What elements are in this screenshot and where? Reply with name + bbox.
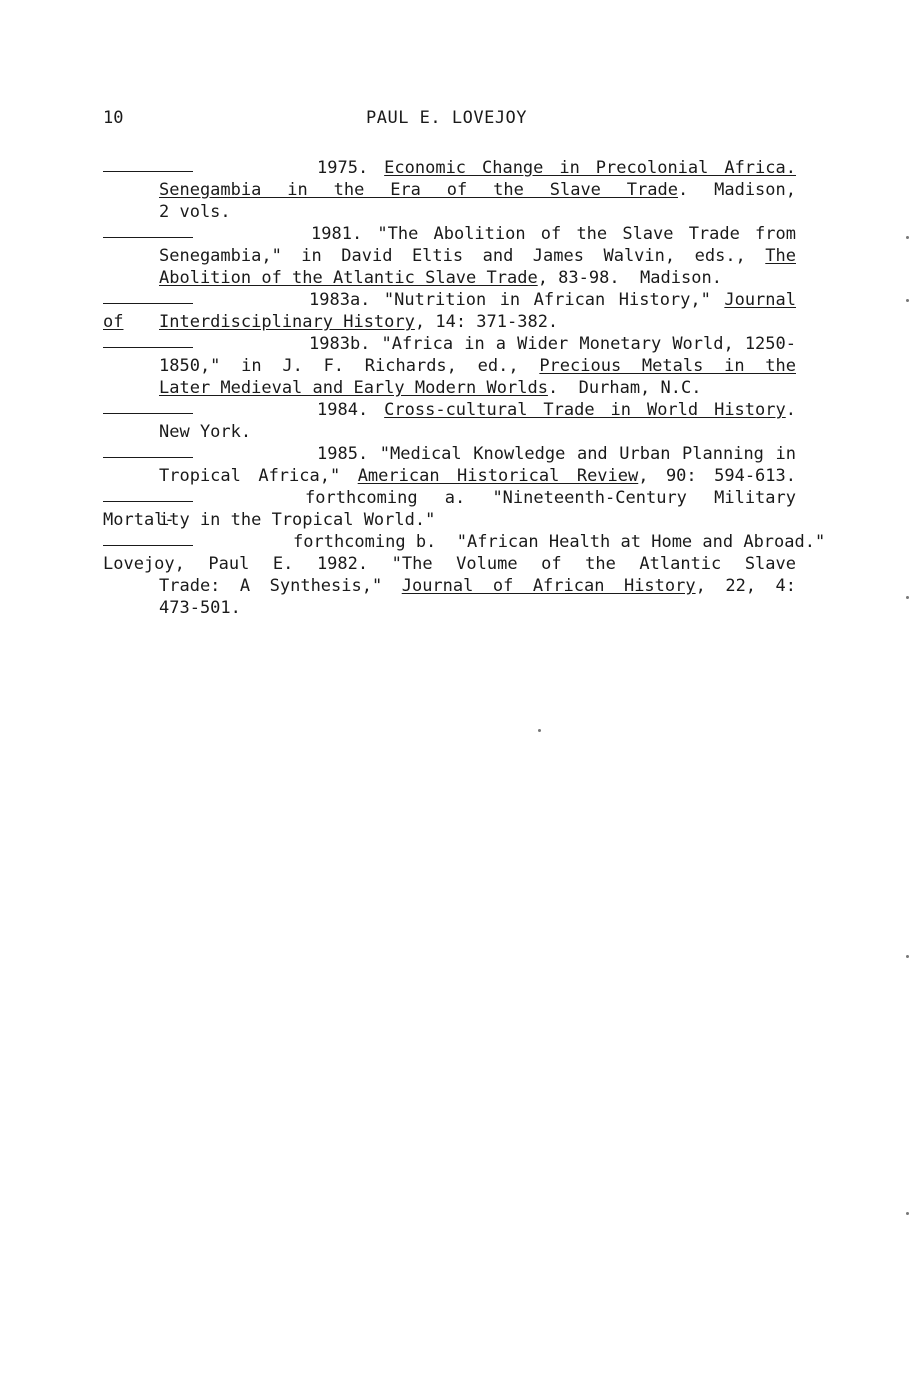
ref-year: 1975. bbox=[317, 158, 369, 178]
ref-text: . bbox=[785, 400, 796, 420]
reference-1985 bbox=[103, 443, 796, 487]
ref-text: 1983a. "Nutrition in African History," bbox=[309, 290, 725, 310]
ditto-dash bbox=[103, 399, 193, 414]
ref-title: Abolition of the Atlantic Slave Trade bbox=[159, 268, 538, 288]
ref-text: Senegambia," in David Eltis and James Walvin, eds., bbox=[159, 246, 766, 266]
ref-text: Trade: A Synthesis," bbox=[159, 576, 402, 596]
ref-text: , 90: 594-613. bbox=[638, 466, 796, 486]
ref-text: 1985. "Medical Knowledge and Urban Planning in bbox=[317, 444, 796, 464]
ditto-dash bbox=[103, 487, 193, 502]
ref-title: Precious Metals in the bbox=[539, 356, 796, 376]
ref-title: Later Medieval and Early Modern Worlds bbox=[159, 378, 548, 398]
ref-text: Lovejoy, Paul E. 1982. "The Volume of the Atlantic Slave bbox=[103, 554, 796, 574]
ref-title: Journal of bbox=[103, 290, 796, 332]
scan-speck bbox=[906, 1212, 909, 1215]
reference-1982 bbox=[103, 553, 796, 619]
ref-text: Tropical Africa," bbox=[159, 466, 358, 486]
ditto-dash bbox=[103, 157, 193, 172]
ref-title: Cross-cultural Trade in World History bbox=[384, 400, 786, 420]
ref-text: 1850," in J. F. Richards, ed., bbox=[159, 356, 540, 376]
ditto-dash bbox=[103, 333, 193, 348]
ref-text: . Durham, N.C. bbox=[547, 378, 702, 398]
ref-title: Journal of African History bbox=[401, 576, 696, 596]
ref-text: New York. bbox=[159, 422, 252, 442]
ref-text: 2 vols. bbox=[159, 202, 231, 222]
ref-text: , 83-98. Madison. bbox=[537, 268, 722, 288]
ref-text: , 22, 4: bbox=[695, 576, 797, 596]
reference-list bbox=[103, 157, 826, 619]
reference-1984 bbox=[103, 399, 796, 443]
reference-forthcoming-a bbox=[103, 487, 796, 531]
reference-forthcoming-b bbox=[103, 531, 826, 553]
ref-year: 1984. bbox=[317, 400, 369, 420]
ref-title: Senegambia in the Era of the Slave Trade bbox=[159, 180, 678, 200]
ref-text: 1981. "The Abolition of the Slave Trade from bbox=[311, 224, 796, 244]
ditto-dash bbox=[103, 443, 193, 458]
reference-1981 bbox=[103, 223, 796, 289]
ref-text: 1983b. "Africa in a Wider Monetary World, 1250- bbox=[309, 334, 796, 354]
ref-title: Interdisciplinary History bbox=[159, 312, 415, 332]
reference-1983a bbox=[103, 289, 796, 333]
ref-text: . Madison, bbox=[677, 180, 796, 200]
ditto-dash bbox=[103, 289, 193, 304]
scan-speck bbox=[906, 299, 909, 302]
reference-1975 bbox=[103, 157, 796, 223]
page-number: 10 bbox=[103, 108, 124, 128]
scan-speck bbox=[906, 596, 909, 599]
ref-text: forthcoming a. "Nineteenth-Century Military Mortal- bbox=[103, 488, 796, 530]
scan-speck bbox=[906, 236, 909, 239]
ref-title: American Historical Review bbox=[357, 466, 639, 486]
ditto-dash bbox=[103, 531, 193, 546]
ditto-dash bbox=[103, 223, 193, 238]
ref-title: The bbox=[765, 246, 796, 266]
scan-speck bbox=[906, 955, 909, 958]
scan-speck bbox=[538, 729, 541, 732]
running-head: PAUL E. LOVEJOY bbox=[366, 108, 528, 128]
ref-text: ity in the Tropical World." bbox=[159, 510, 436, 530]
ref-text: forthcoming b. "African Health at Home and Abroad." bbox=[293, 532, 826, 552]
ref-title: Economic Change in Precolonial Africa. bbox=[384, 158, 796, 178]
ref-text: 473-501. bbox=[159, 598, 241, 618]
ref-text: , 14: 371-382. bbox=[414, 312, 559, 332]
reference-1983b bbox=[103, 333, 796, 399]
